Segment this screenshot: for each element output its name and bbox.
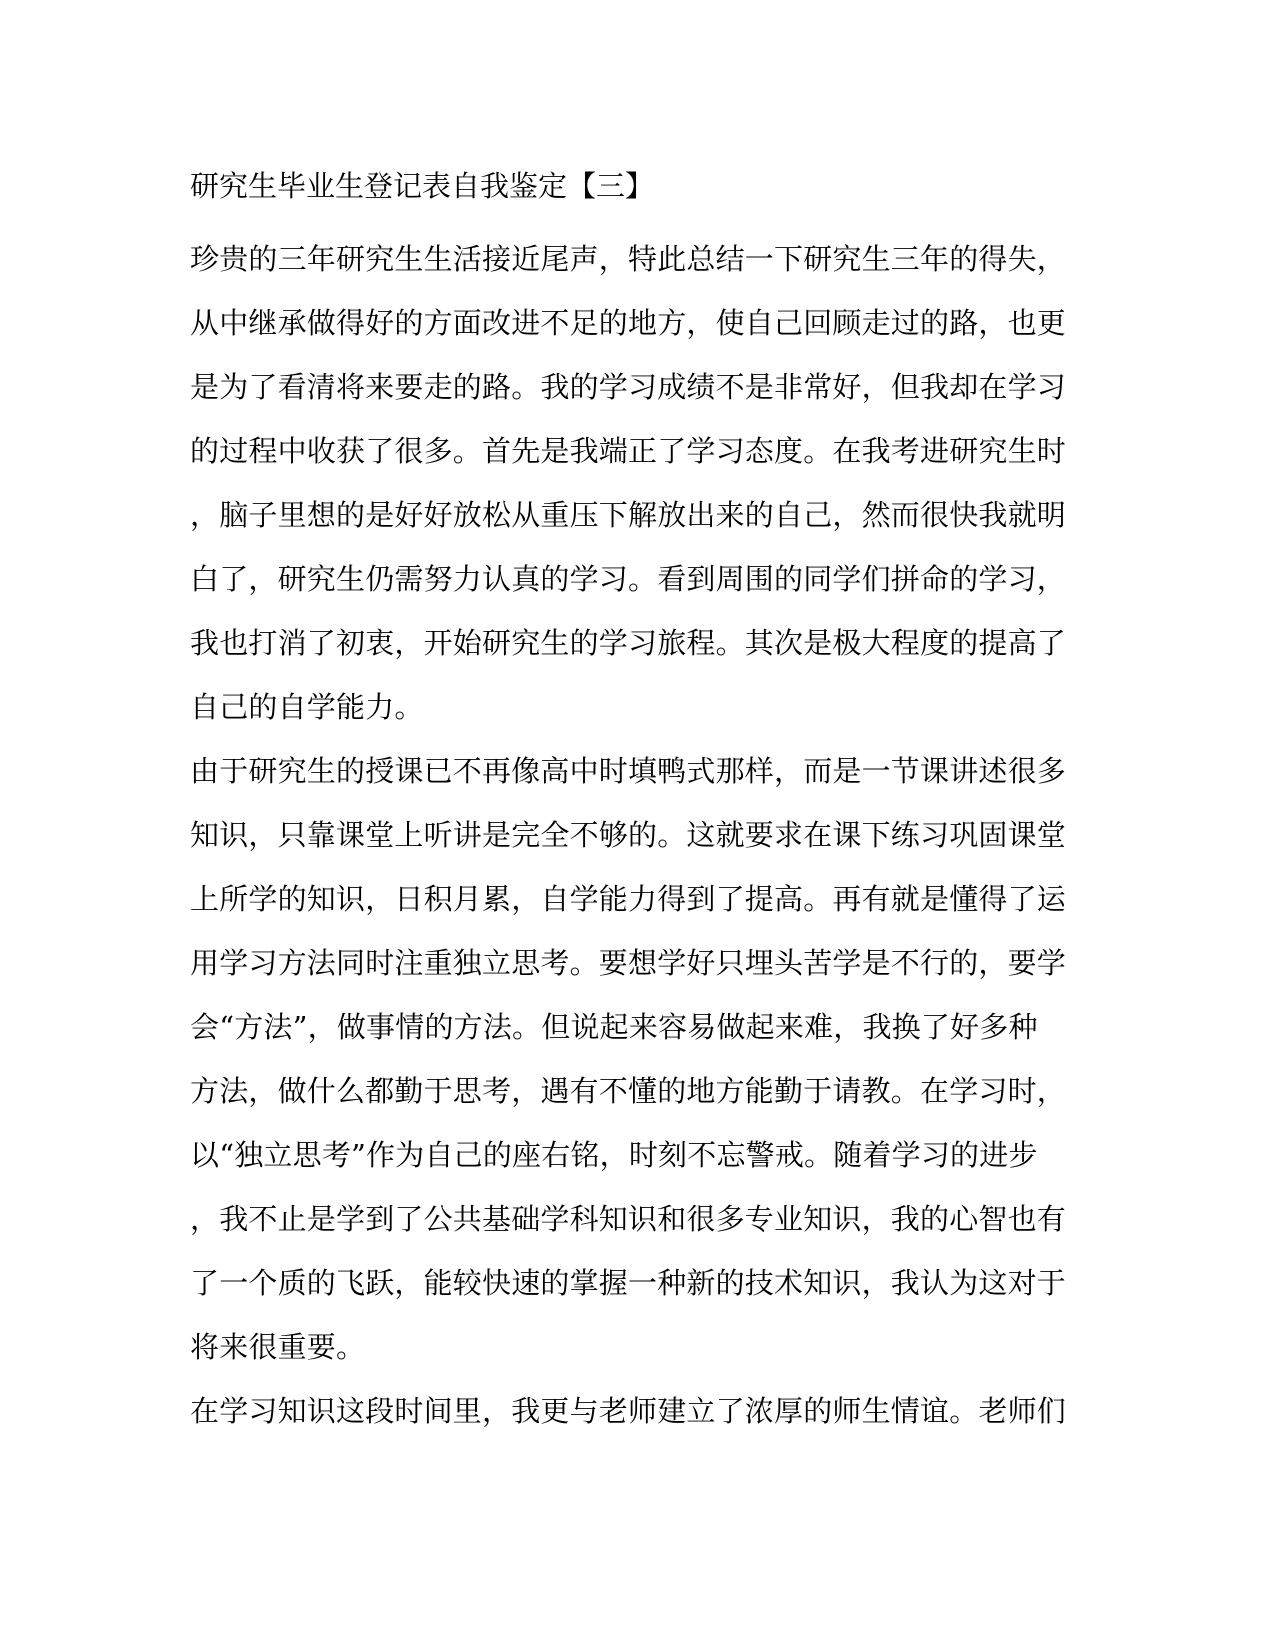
text-line: 是为了看清将来要走的路。我的学习成绩不是非常好，但我却在学习 xyxy=(190,370,1067,404)
document-title: 研究生毕业生登记表自我鉴定【三】 xyxy=(190,169,655,203)
text-line: ，脑子里想的是好好放松从重压下解放出来的自己，然而很快我就明 xyxy=(190,498,1067,532)
text-line: 方法，做什么都勤于思考，遇有不懂的地方能勤于请教。在学习时， xyxy=(190,1074,1067,1108)
text-line: 我也打消了初衷，开始研究生的学习旅程。其次是极大程度的提高了 xyxy=(190,626,1067,660)
text-line: 从中继承做得好的方面改进不足的地方，使自己回顾走过的路，也更 xyxy=(190,306,1067,340)
document-body xyxy=(190,165,1070,1443)
text-line: 以“独立思考”作为自己的座右铭，时刻不忘警戒。随着学习的进步 xyxy=(190,1138,1038,1172)
text-line: 自己的自学能力。 xyxy=(190,690,424,724)
text-line: 会“方法”，做事情的方法。但说起来容易做起来难，我换了好多种 xyxy=(190,1010,1038,1044)
text-line: 在学习知识这段时间里，我更与老师建立了浓厚的师生情谊。老师们 xyxy=(190,1394,1067,1428)
text-line: ，我不止是学到了公共基础学科知识和很多专业知识，我的心智也有 xyxy=(190,1202,1067,1236)
text-line: 用学习方法同时注重独立思考。要想学好只埋头苦学是不行的，要学 xyxy=(190,946,1067,980)
text-line: 将来很重要。 xyxy=(190,1330,366,1364)
text-line: 珍贵的三年研究生生活接近尾声，特此总结一下研究生三年的得失， xyxy=(190,242,1067,276)
text-line: 上所学的知识，日积月累，自学能力得到了提高。再有就是懂得了运 xyxy=(190,882,1067,916)
text-line: 的过程中收获了很多。首先是我端正了学习态度。在我考进研究生时 xyxy=(190,434,1067,468)
text-line: 知识，只靠课堂上听讲是完全不够的。这就要求在课下练习巩固课堂 xyxy=(190,818,1067,852)
text-line: 由于研究生的授课已不再像高中时填鸭式那样，而是一节课讲述很多 xyxy=(190,754,1067,788)
text-line: 白了，研究生仍需努力认真的学习。看到周围的同学们拼命的学习， xyxy=(190,562,1067,596)
text-line: 了一个质的飞跃，能较快速的掌握一种新的技术知识，我认为这对于 xyxy=(190,1266,1067,1300)
